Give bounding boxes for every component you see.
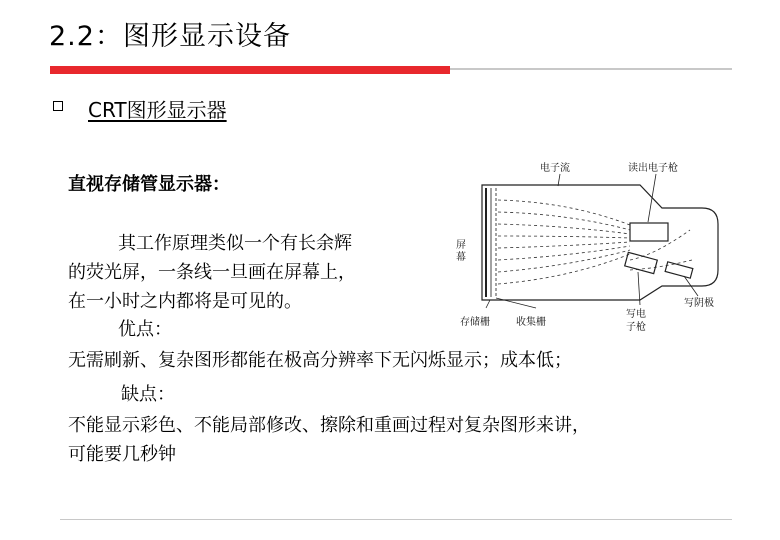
tube-outline bbox=[482, 185, 718, 300]
storage-tube-diagram bbox=[440, 160, 740, 350]
label-write-cathode: 写阴极 bbox=[684, 298, 714, 309]
title-accent-bar bbox=[50, 66, 450, 74]
label-collector-grid: 收集栅 bbox=[516, 317, 546, 328]
slide-title: 2.2：图形显示设备 bbox=[49, 21, 291, 52]
section-heading: 直视存储管显示器： bbox=[68, 174, 230, 195]
advantages-label: 优点： bbox=[118, 319, 172, 340]
electron-flow-lines bbox=[498, 200, 692, 284]
write-cathode bbox=[665, 262, 693, 278]
label-write-gun-2: 子枪 bbox=[626, 322, 646, 333]
body-line: 的荧光屏，一条线一旦画在屏幕上， bbox=[68, 262, 356, 283]
disadvantages-label: 缺点： bbox=[121, 384, 175, 405]
bullet-crt-display: CRT图形显示器 bbox=[88, 98, 227, 122]
body-line: 在一小时之内都将是可见的。 bbox=[68, 291, 302, 312]
body-line: 其工作原理类似一个有长余辉 bbox=[118, 233, 352, 254]
label-electron-flow: 电子流 bbox=[540, 163, 570, 174]
label-readout-gun: 读出电子枪 bbox=[628, 163, 678, 174]
label-screen-2: 幕 bbox=[456, 252, 466, 263]
footer-rule bbox=[60, 519, 732, 520]
label-storage-grid: 存储栅 bbox=[460, 317, 490, 328]
title-rule bbox=[450, 68, 732, 70]
label-write-gun-1: 写电 bbox=[626, 309, 646, 320]
disadvantages-text: 不能显示彩色、不能局部修改、擦除和重画过程对复杂图形来讲， bbox=[68, 415, 590, 436]
readout-gun bbox=[630, 223, 668, 241]
write-gun bbox=[625, 252, 658, 273]
bullet-square-icon bbox=[53, 101, 63, 111]
disadvantages-text-continued: 可能要几秒钟 bbox=[68, 444, 176, 465]
advantages-text: 无需刷新、复杂图形都能在极高分辨率下无闪烁显示；成本低； bbox=[68, 350, 572, 371]
label-screen-1: 屏 bbox=[456, 240, 466, 251]
